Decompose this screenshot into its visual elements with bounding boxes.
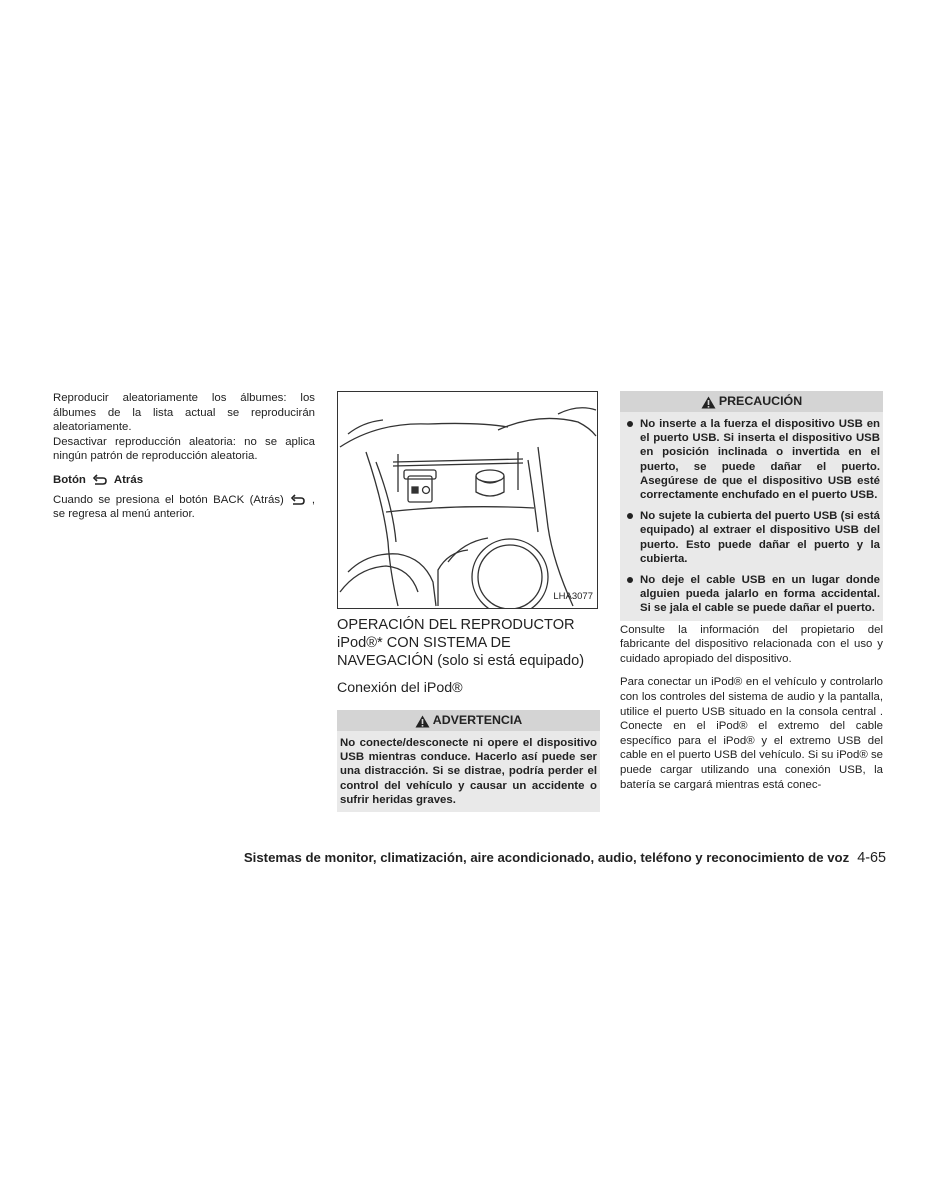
column-left xyxy=(53,391,315,522)
back-arrow-icon xyxy=(92,474,108,486)
shuffle-off-text: Desactivar reproducción aleatoria: no se aplica ningún patrón de reproducción aleatoria. xyxy=(53,435,315,463)
connect-ipod-text: Para conectar un iPod® en el vehículo y controlarlo con los controles del sistema de audio y la pantalla, utilice el puerto USB situado en la consola central . Conecte en el iPod® el extremo del cable específico para el iPod® y el extremo USB del cable en el puerto USB del vehículo. Si su iPod® se puede cargar utilizando una conexión USB, la batería se cargará mientras está conec- xyxy=(620,676,883,791)
footer-title: Sistemas de monitor, climatización, aire acondicionado, audio, teléfono y reconocimiento de voz xyxy=(243,850,850,865)
caution-body xyxy=(620,412,883,621)
usb-port-illustration xyxy=(337,391,598,609)
figure-label: LHA3077 xyxy=(553,591,593,603)
page-footer xyxy=(206,850,886,866)
caution-header: PRECAUCIÓN xyxy=(620,391,883,412)
column-middle xyxy=(337,391,600,812)
caution-box xyxy=(620,391,883,621)
back-heading-right: Atrás xyxy=(113,473,144,486)
warning-text: No conecte/desconecte ni opere el dispositivo USB mientras conduce. Hacerlo así puede ser una distracción. Si se distrae, podría perder el control del vehículo y causar un accidente o sufrir heridas graves. xyxy=(340,737,597,806)
warning-triangle-icon xyxy=(701,395,716,408)
caution-item: No inserte a la fuerza el dispositivo USB en el puerto USB. Si inserta el dispositivo USB en posición inclinada o invertida en el puerto, se puede dañar el puerto. Asegúrese de que el dispositivo USB esté correctamente enchufado en el puerto USB. xyxy=(623,417,880,502)
section-title: OPERACIÓN DEL REPRODUCTOR iPod®* CON SISTEMA DE NAVEGACIÓN (solo si está equipado) xyxy=(337,617,585,669)
back-arrow-icon xyxy=(290,494,306,506)
warning-box xyxy=(337,710,600,812)
shuffle-albums-text: Reproducir aleatoriamente los álbumes: los álbumes de la lista actual se reproducirán aleatoriamente. xyxy=(53,392,315,434)
column-right xyxy=(620,391,883,792)
console-drawing xyxy=(338,392,597,608)
warning-body xyxy=(337,731,600,812)
caution-item: No deje el cable USB en un lugar donde alguien pueda jalarlo en forma accidental. Si se jala el cable se puede dañar el puerto. xyxy=(623,573,880,616)
page-number: 4-65 xyxy=(857,850,886,866)
caution-list xyxy=(623,417,880,616)
warning-triangle-icon xyxy=(415,714,430,727)
back-button-description: Cuando se presiona el botón BACK (Atrás) , se regresa al menú anterior. xyxy=(53,493,315,521)
manufacturer-info-text: Consulte la información del propietario del fabricante del dispositivo relacionada con el uso y cuidado apropiado del dispositivo. xyxy=(620,623,883,665)
caution-item: No sujete la cubierta del puerto USB (si está equipado) al extraer el dispositivo USB del puerto. Esto puede dañar el puerto y la cubierta. xyxy=(623,509,880,566)
warning-header: ADVERTENCIA xyxy=(337,710,600,731)
subsection-title: Conexión del iPod® xyxy=(337,680,463,696)
back-heading-left: Botón xyxy=(53,473,86,486)
back-button-heading xyxy=(53,473,315,488)
